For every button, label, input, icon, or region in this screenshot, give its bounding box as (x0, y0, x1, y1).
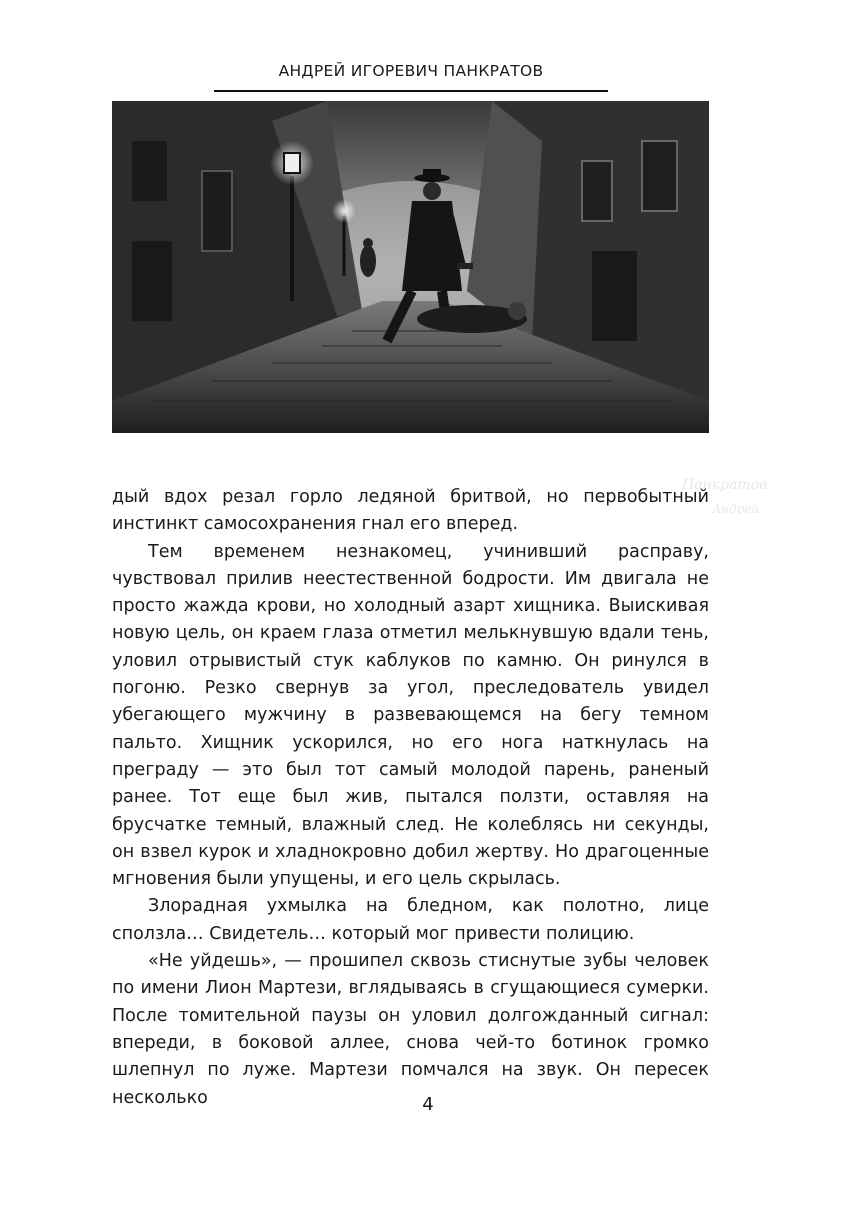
running-head: АНДРЕЙ ИГОРЕВИЧ ПАНКРАТОВ (278, 62, 544, 80)
paragraph-continuation: дый вдох резал горло ледяной бритвой, но первобытный инстинкт самосохранения гнал его вперед. (112, 487, 709, 535)
page-number: 4 (422, 1094, 434, 1115)
paragraph: Тем временем незнакомец, учинивший расправу, чувствовал прилив неестественной бодрости. Им двигала не просто жажда крови, но холодный азарт хищника. Выискивая новую цель, он краем глаза отметил мелькнувшую вдали тень, уловил отрывистый стук каблуков по камню. Он ринулся в погоню. Резко свернув за угол, преследователь увидел убегающего мужчину в развевающемся на бегу темном пальто. Хищник ускорился, но его нога наткнулась на преграду — это был тот самый молодой парень, раненый ранее. Тот еще был жив, пытался ползти, оставляя на брусчатке темный, влажный след. Не колеблясь ни секунды, он взвел курок и хладнокровно добил жертву. Но драгоценные мгновения были упущены, и его цель скрылась. (112, 541, 709, 890)
svg-text:Андрей: Андрей (712, 502, 760, 516)
paragraph: «Не уйдешь», — прошипел сквозь стиснутые зубы человек по имени Лион Мартези, вглядываясь в сгущающиеся сумерки. После томительной паузы он уловил долгожданный сигнал: впереди, в боковой аллее, снова чей-то ботинок громко шлепнул по луже. Мартези помчался на звук. Он пересек несколько (112, 951, 709, 1108)
paragraph: Злорадная ухмылка на бледном, как полотно, лице сползла… Свидетель… который мог привести полицию. (112, 896, 709, 944)
body-text (112, 484, 709, 1112)
svg-text:Панкратов: Панкратов (682, 477, 768, 493)
header-rule (214, 90, 608, 92)
